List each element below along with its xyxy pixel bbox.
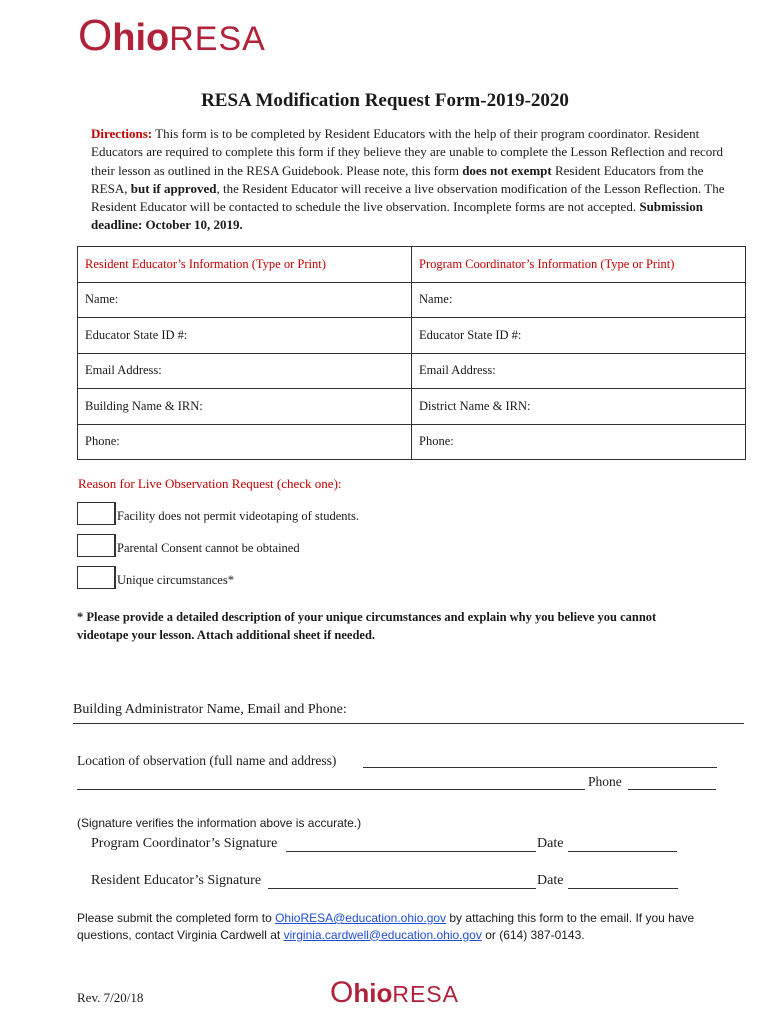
table-row (78, 282, 746, 318)
logo-hio: hio (112, 17, 170, 59)
coordinator-phone-field[interactable]: Phone: (412, 424, 746, 460)
checkbox-label: Unique circumstances* (117, 573, 234, 587)
table-row (78, 389, 746, 425)
coordinator-name-field[interactable]: Name: (412, 282, 746, 318)
program-coordinator-header: Program Coordinator’s Information (Type or Print) (412, 247, 746, 283)
checkbox-label: Parental Consent cannot be obtained (117, 541, 300, 555)
facility-checkbox[interactable] (77, 502, 116, 525)
building-administrator-field[interactable] (73, 723, 744, 724)
info-table (77, 246, 746, 460)
coordinator-email-field[interactable]: Email Address: (412, 353, 746, 389)
educator-name-field[interactable]: Name: (78, 282, 412, 318)
submit-text: or (614) 387-0143. (481, 927, 585, 942)
educator-email-field[interactable]: Email Address: (78, 353, 412, 389)
logo-o: O (330, 976, 354, 1009)
unique-circumstances-note: * Please provide a detailed description of your unique circumstances and explain why you believe you cannot videotape your lesson. Attach additional sheet if needed. (77, 610, 657, 642)
logo-resa: RESA (169, 20, 266, 58)
checkbox-label: Facility does not permit videotaping of students. (117, 509, 359, 523)
location-field-line2[interactable] (77, 789, 585, 790)
directions-emphasis: does not exempt (462, 162, 552, 178)
logo-o: O (78, 11, 113, 60)
educator-date-label: Date (537, 873, 564, 888)
educator-signature-field[interactable] (268, 888, 536, 889)
logo-resa: RESA (392, 981, 459, 1007)
district-name-irn-field[interactable]: District Name & IRN: (412, 389, 746, 425)
signature-note: (Signature verifies the information above is accurate.) (77, 816, 362, 830)
ohioresa-email-link[interactable]: OhioRESA@education.ohio.gov (275, 911, 447, 925)
submit-text: by attaching this form to the email. If you have questions, contact Virginia Cardwell at (77, 911, 695, 942)
directions-part: , the Resident Educator will receive a live observation modification of the Lesson Reflection. The Resident Educator will be contacted to schedule the live observation. Incomplete forms are not accepted. (91, 180, 725, 215)
cardwell-email-link[interactable]: virginia.cardwell@education.ohio.gov (283, 927, 482, 942)
coordinator-signature-field[interactable] (286, 851, 536, 852)
coordinator-signature-label: Program Coordinator’s Signature (91, 836, 278, 851)
page-title: RESA Modification Request Form-2019-2020 (201, 90, 569, 111)
coordinator-date-field[interactable] (568, 851, 677, 852)
coordinator-date-label: Date (537, 836, 564, 851)
directions-text (91, 125, 731, 235)
table-row (78, 353, 746, 389)
ohio-resa-logo (78, 8, 266, 67)
educator-date-field[interactable] (568, 888, 678, 889)
submit-instructions (77, 910, 717, 943)
educator-state-id-field[interactable]: Educator State ID #: (78, 318, 412, 354)
unique-circumstances-checkbox[interactable] (77, 566, 116, 589)
logo-hio: hio (353, 978, 393, 1008)
directions-label: Directions: (91, 126, 153, 141)
educator-phone-field[interactable]: Phone: (78, 424, 412, 460)
resident-educator-header: Resident Educator’s Information (Type or Print) (78, 247, 412, 283)
parental-consent-checkbox[interactable] (77, 534, 116, 557)
revision-date: Rev. 7/20/18 (77, 990, 144, 1005)
directions-part: Resident Educators from the RESA, (91, 162, 704, 196)
submit-text: Please submit the completed form to (77, 911, 276, 925)
ohio-resa-logo-footer (330, 974, 459, 1013)
reason-title: Reason for Live Observation Request (check one): (78, 476, 342, 491)
directions-emphasis: but if approved (130, 180, 217, 196)
info-table-header (78, 247, 746, 283)
phone-field[interactable] (628, 789, 716, 790)
submission-deadline: Submission deadline: October 10, 2019. (91, 199, 703, 233)
educator-signature-label: Resident Educator’s Signature (91, 873, 262, 888)
location-field-line1[interactable] (363, 767, 717, 768)
coordinator-state-id-field[interactable]: Educator State ID #: (412, 318, 746, 354)
building-administrator-label: Building Administrator Name, Email and Phone: (73, 702, 347, 717)
phone-label: Phone (588, 774, 622, 789)
location-label: Location of observation (full name and address) (77, 753, 337, 768)
table-row (78, 318, 746, 354)
directions-part: This form is to be completed by Resident Educators with the help of their program coordinator. Resident Educators are required to complete this form if they believe they are unable to complete the Lesson Reflection and record their lesson as outlined in the RESA Guidebook. Please note, this form (91, 126, 724, 178)
table-row (78, 424, 746, 460)
building-name-irn-field[interactable]: Building Name & IRN: (78, 389, 412, 425)
